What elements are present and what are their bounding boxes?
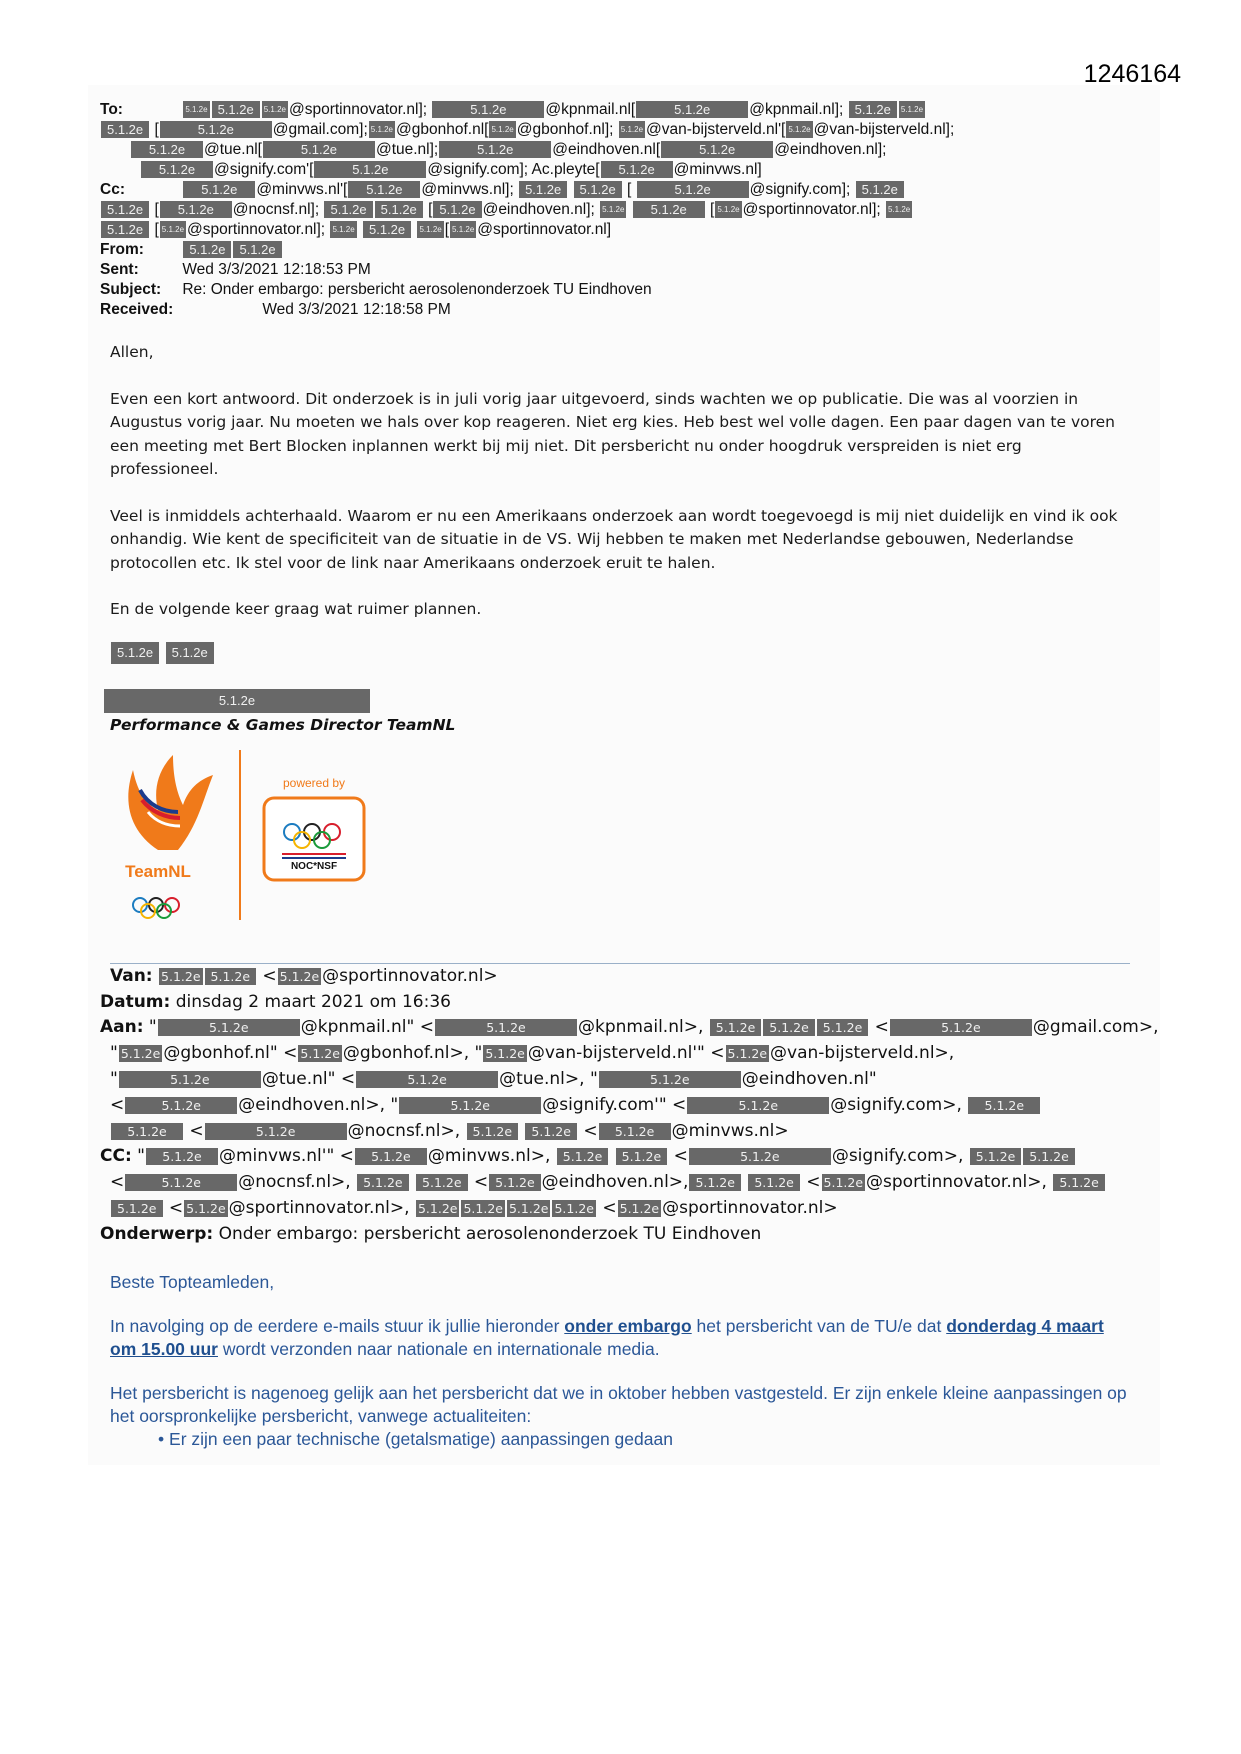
embargo-link[interactable]: onder embargo: [564, 1316, 692, 1336]
email-fragment: @tue.nl];: [375, 141, 439, 158]
email-fragment: @tue.nl>, ": [499, 1069, 598, 1089]
email-fragment: <: [473, 1172, 489, 1192]
redaction: 5.1.2e: [432, 101, 544, 118]
document-number: 1246164: [1083, 60, 1181, 88]
redaction: 5.1.2e: [416, 1174, 468, 1191]
fwd-cc-line-1: CC: " 5.1.2e @minvws.nl'" < 5.1.2e @minvws.nl>, 5.1.2e 5.1.2e < 5.1.2e @signify.com>, 5.1.2e 5.1.2e: [100, 1145, 1076, 1168]
reply-body: [110, 341, 1120, 622]
email-fragment: @nocnsf.nl];: [232, 201, 320, 218]
email-fragment: @sportinnovator.nl]: [477, 221, 612, 238]
redaction: 5.1.2e: [330, 221, 356, 238]
email-fragment: @van-bijsterveld.nl>,: [770, 1043, 955, 1063]
reply-paragraph-1: Even een kort antwoord. Dit onderzoek is in juli vorig jaar uitgevoerd, sinds wachten we op publicatie. Die was al voorzien in Augustus vorig jaar. Nu moeten we hals over kop reageren. Niet erg kies. Heb best wel volle dagen. Een paar dagen van te voren een meeting met Bert Blocken inplannen werkt bij mij niet. Dit persbericht nu onder hoogdruk verspreiden is niet erg professioneel.: [110, 389, 1115, 478]
redaction: 5.1.2e: [619, 1200, 660, 1216]
redaction: 5.1.2e: [557, 1148, 609, 1165]
redaction: 5.1.2e: [183, 101, 209, 118]
email-fragment: @sportinnovator.nl>: [662, 1198, 838, 1218]
fwd-greeting: Beste Topteamleden,: [110, 1272, 275, 1292]
redaction: 5.1.2e: [186, 1200, 226, 1216]
redaction: 5.1.2e: [489, 1174, 541, 1191]
email-fragment: @van-bijsterveld.nl'" <: [527, 1043, 725, 1063]
email-fragment: @sportinnovator.nl];: [187, 221, 326, 238]
to-line-2: 5.1.2e [ 5.1.2e @gmail.com]; 5.1.2e @gbonhof.nl[ 5.1.2e @gbonhof.nl]; 5.1.2e @van-bijsterveld.nl'[ 5.1.2e @van-bijsterveld.nl];: [100, 120, 954, 140]
email-fragment: @eindhoven.nl[: [552, 141, 661, 158]
redaction: 5.1.2e: [146, 1148, 218, 1165]
email-fragment: @gbonhof.nl" <: [163, 1043, 298, 1063]
redaction: 5.1.2e: [160, 201, 232, 218]
redaction: 5.1.2e: [433, 201, 481, 218]
redaction: 5.1.2e: [111, 642, 159, 664]
redaction: 5.1.2e: [715, 201, 741, 218]
redaction: 5.1.2e: [601, 161, 673, 178]
redaction: 5.1.2e: [101, 121, 149, 138]
redaction: 5.1.2e: [279, 968, 320, 984]
redaction: 5.1.2e: [355, 1148, 427, 1165]
redaction: 5.1.2e: [111, 1200, 163, 1217]
redaction: 5.1.2e: [120, 1045, 161, 1061]
message-divider: [110, 963, 1130, 964]
onderwerp-value: Onder embargo: persbericht aerosolenonderzoek TU Eindhoven: [218, 1224, 762, 1244]
email-fragment: @eindhoven.nl>, ": [238, 1095, 399, 1115]
email-fragment: <: [673, 1146, 688, 1166]
redaction: 5.1.2e: [369, 121, 395, 138]
fwd-paragraph-1: [110, 1315, 1130, 1361]
cc-line-2: 5.1.2e [ 5.1.2e @nocnsf.nl]; 5.1.2e 5.1.2e [ 5.1.2e @eindhoven.nl]; 5.1.2e 5.1.2e [ 5.1.2e @sportinnovator.nl]; 5.1.2e: [100, 200, 913, 220]
email-fragment: @gbonhof.nl];: [516, 121, 614, 138]
received-line: [100, 300, 451, 320]
redaction: 5.1.2e: [485, 1045, 525, 1061]
email-fragment: @eindhoven.nl>,: [541, 1172, 689, 1192]
redaction: 5.1.2e: [856, 181, 904, 198]
redaction: 5.1.2e: [633, 201, 705, 218]
aan-label: Aan:: [100, 1017, 144, 1037]
redaction: 5.1.2e: [160, 121, 272, 138]
redaction: 5.1.2e: [363, 221, 411, 238]
email-fragment: @minvws.nl]: [673, 161, 762, 178]
redaction: 5.1.2e: [689, 1148, 831, 1165]
email-fragment: @kpnmail.nl" <: [300, 1017, 434, 1037]
email-fragment: <: [168, 1198, 184, 1218]
email-fragment: @signify.com];: [749, 181, 851, 198]
sent-line: [100, 260, 371, 280]
email-fragment: @eindhoven.nl];: [774, 141, 887, 158]
redaction: 5.1.2e: [262, 101, 288, 118]
email-fragment: <: [189, 1121, 204, 1141]
fwd-aan-line-1: Aan: " 5.1.2e @kpnmail.nl" < 5.1.2e @kpnmail.nl>, 5.1.2e 5.1.2e 5.1.2e < 5.1.2e @gmail.com>,: [100, 1017, 1159, 1037]
redaction: 5.1.2e: [519, 181, 567, 198]
redaction: 5.1.2e: [823, 1174, 864, 1190]
datum-label: Datum:: [100, 992, 171, 1012]
redaction: 5.1.2e: [314, 161, 426, 178]
redaction: 5.1.2e: [205, 968, 257, 985]
cc-line-1: Cc: 5.1.2e @minvws.nl'[ 5.1.2e @minvws.nl]; 5.1.2e 5.1.2e [ 5.1.2e @signify.com]; 5.1.2e: [100, 180, 905, 200]
text-fragment: In navolging op de eerdere e-mails stuur ik jullie hieronder: [110, 1316, 565, 1336]
cc-label: Cc:: [100, 181, 125, 198]
redaction: 5.1.2e: [183, 181, 255, 198]
to-label: To:: [100, 101, 123, 118]
redaction: 5.1.2e: [357, 1174, 409, 1191]
fwd-cc-label: CC:: [100, 1146, 132, 1166]
email-fragment: @sportinnovator.nl>,: [866, 1172, 1047, 1192]
email-fragment: @signify.com'" <: [542, 1095, 687, 1115]
redaction: 5.1.2e: [160, 221, 186, 238]
redaction: 5.1.2e: [212, 101, 260, 118]
redaction: 5.1.2e: [450, 221, 476, 238]
subject-label: Subject:: [100, 281, 162, 298]
reply-paragraph-3: En de volgende keer graag wat ruimer plannen.: [110, 600, 482, 618]
cc-line-3: 5.1.2e [ 5.1.2e @sportinnovator.nl]; 5.1.2e 5.1.2e 5.1.2e [ 5.1.2e @sportinnovator.nl]: [100, 220, 611, 240]
fwd-datum-line: [100, 991, 451, 1014]
redaction: 5.1.2e: [968, 1097, 1040, 1114]
reply-greeting: Allen,: [110, 343, 154, 361]
email-fragment: @van-bijsterveld.nl'[: [646, 121, 786, 138]
email-fragment: @kpnmail.nl[: [545, 101, 636, 118]
redaction: 5.1.2e: [554, 1200, 594, 1216]
email-fragment: @minvws.nl>,: [427, 1146, 551, 1166]
email-fragment: <: [602, 1198, 617, 1218]
email-fragment: <: [583, 1121, 598, 1141]
redaction: 5.1.2e: [710, 1019, 762, 1036]
text-fragment: wordt verzonden naar nationale en internationale media.: [217, 1339, 660, 1359]
redaction: 5.1.2e: [348, 181, 420, 198]
redaction: 5.1.2e: [233, 241, 281, 258]
sent-label: Sent:: [100, 261, 139, 278]
email-fragment: @sportinnovator.nl];: [288, 101, 428, 118]
redaction: 5.1.2e: [890, 1019, 1032, 1036]
redaction: 5.1.2e: [886, 201, 912, 218]
bullet-text: Er zijn een paar technische (getalsmatige) aanpassingen gedaan: [169, 1429, 673, 1449]
redaction: 5.1.2e: [619, 121, 645, 138]
redaction: 5.1.2e: [439, 141, 551, 158]
van-value: @sportinnovator.nl>: [322, 966, 498, 986]
redaction: 5.1.2e: [599, 1123, 671, 1140]
email-fragment: <: [874, 1017, 889, 1037]
email-fragment: @signify.com>,: [831, 1146, 964, 1166]
email-fragment: @tue.nl[: [204, 141, 262, 158]
redaction: 5.1.2e: [687, 1097, 829, 1114]
to-line-4: [140, 160, 762, 180]
email-fragment: @gmail.com>,: [1032, 1017, 1159, 1037]
email-fragment: @nocnsf.nl>,: [238, 1172, 351, 1192]
redaction: 5.1.2e: [599, 1071, 741, 1088]
redaction: 5.1.2e: [467, 1123, 519, 1140]
email-fragment: @gbonhof.nl[: [396, 121, 489, 138]
redaction: 5.1.2e: [817, 1019, 869, 1036]
email-fragment: @minvws.nl'" <: [219, 1146, 354, 1166]
email-fragment: @minvws.nl];: [421, 181, 514, 198]
redaction: 5.1.2e: [463, 1200, 503, 1216]
fwd-van-line: Van: 5.1.2e 5.1.2e < 5.1.2e @sportinnovator.nl>: [110, 966, 498, 986]
sent-value: Wed 3/3/2021 12:18:53 PM: [182, 261, 371, 278]
redaction: 5.1.2e: [616, 1148, 668, 1165]
redaction: 5.1.2e: [1053, 1174, 1105, 1191]
fwd-bullet-1: [158, 1428, 1130, 1451]
fwd-aan-line-4: < 5.1.2e @eindhoven.nl>, " 5.1.2e @signify.com'" < 5.1.2e @signify.com>, 5.1.2e: [110, 1094, 1041, 1117]
email-fragment: @sportinnovator.nl];: [742, 201, 881, 218]
redaction: 5.1.2e: [763, 1019, 815, 1036]
fwd-aan-line-3: " 5.1.2e @tue.nl" < 5.1.2e @tue.nl>, " 5.1.2e @eindhoven.nl": [110, 1069, 877, 1089]
email-fragment: <: [806, 1172, 821, 1192]
redaction: 5.1.2e: [161, 968, 201, 984]
redaction: 5.1.2e: [525, 1123, 577, 1140]
date-link[interactable]: donderdag 4 maart om 15.00 uur: [110, 1316, 1104, 1359]
redaction: 5.1.2e: [375, 201, 423, 218]
redaction: 5.1.2e: [435, 1019, 577, 1036]
email-fragment: @gbonhof.nl>, ": [342, 1043, 483, 1063]
redaction: 5.1.2e: [489, 121, 515, 138]
reply-paragraph-2: Veel is inmiddels achterhaald. Waarom er nu een Amerikaans onderzoek aan wordt toegevoegd is mij niet duidelijk en vind ik ook onhandig. Wie kent de specificiteit van de situatie in de VS. Wij hebben te maken met Nederlandse gebouwen, Nederlandse protocollen etc. Ik stel voor de link naar Amerikaans onderzoek eruit te halen.: [110, 506, 1118, 572]
to-line-3: [130, 140, 886, 160]
redaction: 5.1.2e: [899, 101, 925, 118]
redaction: 5.1.2e: [101, 221, 149, 238]
fwd-paragraph-2: Het persbericht is nagenoeg gelijk aan het persbericht dat we in oktober hebben vastgesteld. Er zijn enkele kleine aanpassingen op het oorspronkelijke persbericht, vanwege actualiteiten:: [110, 1383, 1127, 1426]
redaction: 5.1.2e: [141, 161, 213, 178]
received-label: Received:: [100, 301, 174, 318]
redaction: 5.1.2e: [574, 181, 622, 198]
bullet-icon: •: [158, 1429, 165, 1449]
email-fragment: @signify.com]; Ac.pleyte[: [427, 161, 600, 178]
redaction: 5.1.2e: [689, 1174, 741, 1191]
fwd-message-body: [110, 1271, 1130, 1451]
redaction: 5.1.2e: [786, 121, 812, 138]
redaction: 5.1.2e: [636, 101, 748, 118]
datum-value: dinsdag 2 maart 2021 om 16:36: [175, 992, 451, 1012]
email-fragment: @minvws.nl>: [671, 1121, 789, 1141]
email-fragment: @eindhoven.nl": [741, 1069, 877, 1089]
teamnl-wordmark: TeamNL: [125, 862, 191, 881]
van-label: Van:: [110, 966, 153, 986]
redaction: 5.1.2e: [727, 1045, 768, 1061]
redaction: 5.1.2e: [417, 1200, 458, 1216]
redaction: 5.1.2e: [205, 1123, 347, 1140]
redaction: 5.1.2e: [125, 1174, 237, 1191]
redaction: 5.1.2e: [166, 642, 214, 664]
email-fragment: @signify.com'[: [214, 161, 314, 178]
redaction: 5.1.2e: [101, 201, 149, 218]
redaction: 5.1.2e: [183, 241, 231, 258]
fwd-onderwerp-line: [100, 1223, 761, 1246]
from-label: From:: [100, 241, 144, 258]
redaction: 5.1.2e: [1023, 1148, 1075, 1165]
email-fragment: @nocnsf.nl>,: [347, 1121, 461, 1141]
fwd-cc-line-2: < 5.1.2e @nocnsf.nl>, 5.1.2e 5.1.2e < 5.1.2e @eindhoven.nl>, 5.1.2e 5.1.2e < 5.1.2e @sportinnovator.nl>, 5.1.2e: [110, 1171, 1106, 1194]
nocnsf-wordmark: NOC*NSF: [290, 861, 338, 872]
redaction: 5.1.2e: [324, 201, 372, 218]
redaction: 5.1.2e: [125, 1097, 237, 1114]
redaction: 5.1.2e: [508, 1200, 549, 1216]
email-fragment: @van-bijsterveld.nl];: [813, 121, 955, 138]
redaction: 5.1.2e: [849, 101, 897, 118]
redaction: 5.1.2e: [119, 1071, 261, 1088]
fwd-cc-line-3: [110, 1197, 838, 1220]
subject-line: [100, 280, 652, 300]
redaction: 5.1.2e: [970, 1148, 1022, 1165]
redaction: 5.1.2e: [131, 141, 203, 158]
email-fragment: @kpnmail.nl>,: [577, 1017, 704, 1037]
email-fragment: @eindhoven.nl];: [482, 201, 595, 218]
signature-redactions: [110, 642, 215, 664]
redaction: 5.1.2e: [263, 141, 375, 158]
redaction: 5.1.2e: [399, 1097, 541, 1114]
email-fragment: @kpnmail.nl];: [749, 101, 844, 118]
from-line: [100, 240, 283, 260]
fwd-aan-line-5: [110, 1120, 789, 1143]
redaction: 5.1.2e: [600, 201, 626, 218]
email-fragment: @gmail.com];: [272, 121, 368, 138]
subject-value: Re: Onder embargo: persbericht aerosolenonderzoek TU Eindhoven: [182, 281, 652, 298]
redaction: 5.1.2e: [111, 1123, 183, 1140]
redaction: 5.1.2e: [356, 1071, 498, 1088]
redaction: 5.1.2e: [158, 1019, 300, 1036]
email-fragment: @sportinnovator.nl>,: [228, 1198, 410, 1218]
email-fragment: @signify.com>,: [830, 1095, 962, 1115]
email-fragment: @tue.nl" <: [261, 1069, 356, 1089]
redaction: 5.1.2e: [637, 181, 749, 198]
redaction: 5.1.2e: [300, 1045, 340, 1061]
signature-name-redaction: 5.1.2e: [104, 689, 370, 713]
redaction: 5.1.2e: [417, 221, 443, 238]
received-value: Wed 3/3/2021 12:18:58 PM: [262, 301, 451, 318]
onderwerp-label: Onderwerp:: [100, 1224, 214, 1244]
redaction: 5.1.2e: [748, 1174, 800, 1191]
text-fragment: het persbericht van de TU/e dat: [691, 1316, 947, 1336]
redaction: 5.1.2e: [661, 141, 773, 158]
powered-by-text: powered by: [282, 776, 346, 790]
signature-title: Performance & Games Director TeamNL: [110, 716, 456, 734]
fwd-aan-line-2: " 5.1.2e @gbonhof.nl" < 5.1.2e @gbonhof.nl>, " 5.1.2e @van-bijsterveld.nl'" < 5.1.2e @van-bijsterveld.nl>,: [110, 1043, 955, 1063]
teamnl-logo: [118, 750, 378, 920]
email-fragment: @minvws.nl'[: [256, 181, 348, 198]
to-line-1: [100, 100, 926, 120]
